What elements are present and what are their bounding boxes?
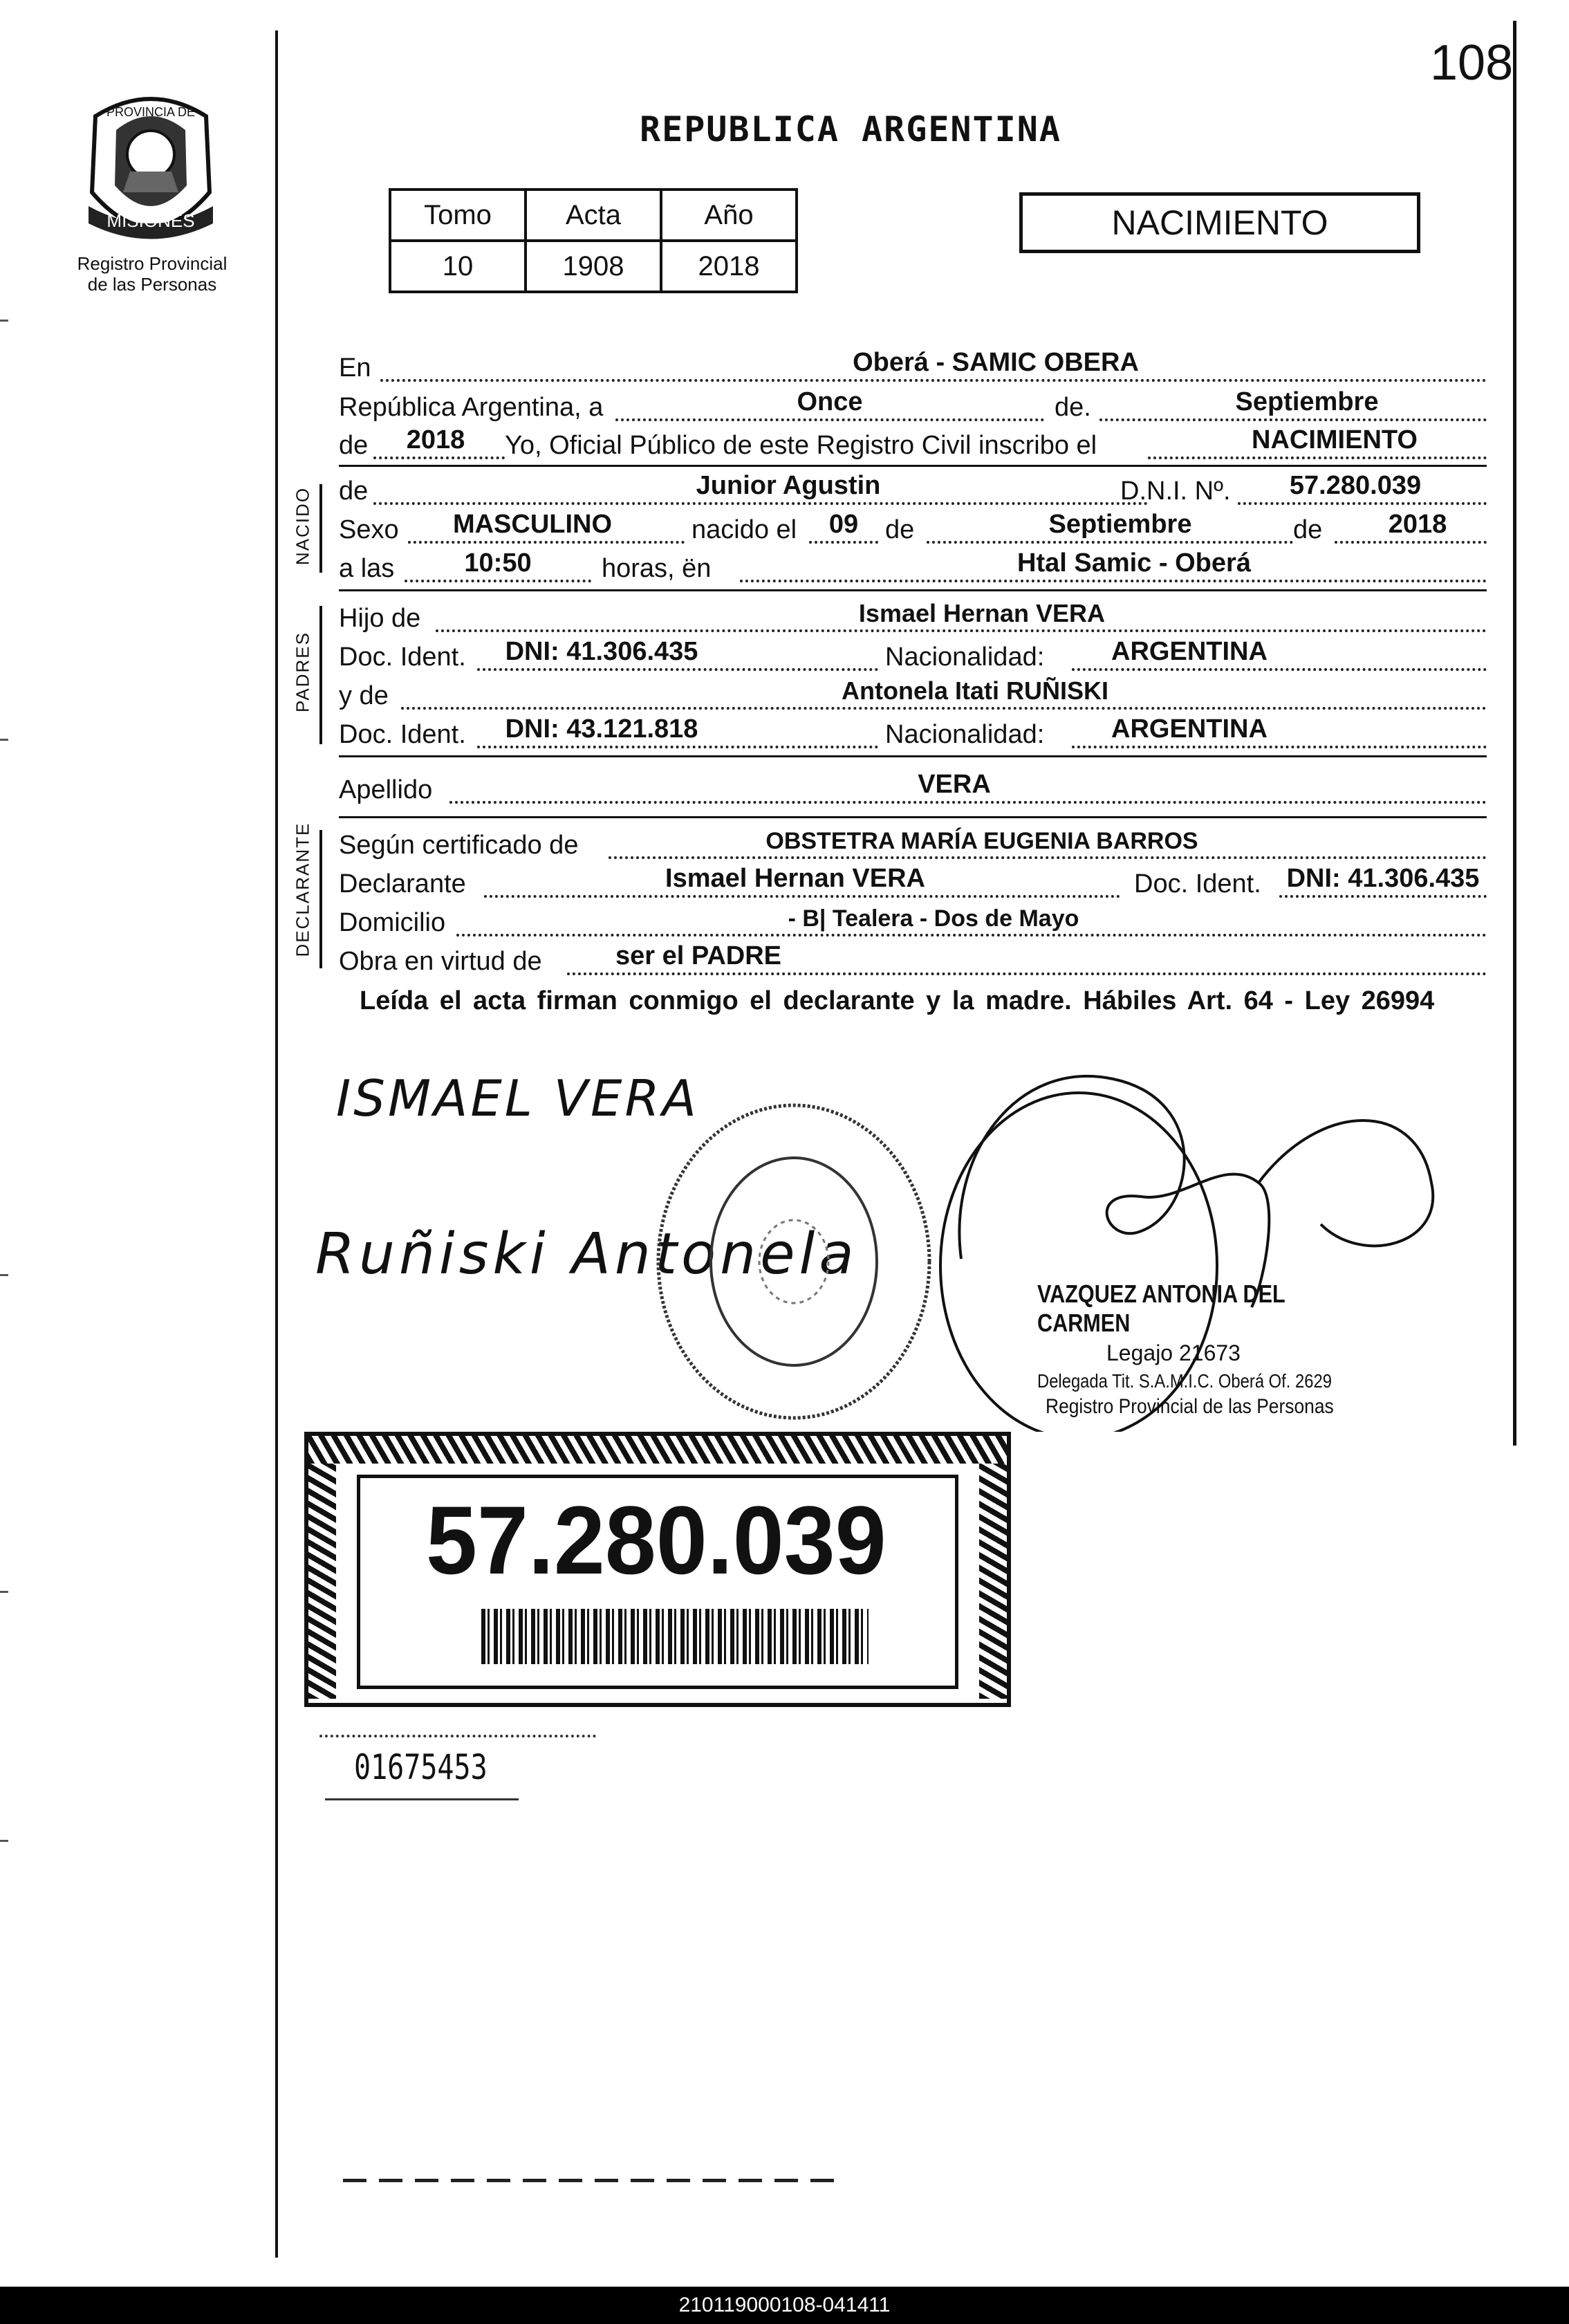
declarante-signature: ISMAEL VERA <box>336 1069 699 1127</box>
label-y-de: y de <box>339 681 389 710</box>
label-dni: D.N.I. Nº. <box>1120 477 1231 506</box>
right-border-line <box>1513 21 1516 1446</box>
label-de2: de <box>339 431 369 460</box>
label-nacionalidad: Nacionalidad: <box>885 643 1045 672</box>
side-label-padres: PADRES <box>292 631 313 712</box>
dotted-line <box>1099 418 1487 421</box>
label-yo-oficial: Yo, Oficial Público de este Registro Civil inscribo el <box>505 431 1097 460</box>
value-obra-en-virtud: ser el PADRE <box>615 941 782 970</box>
value-dia-nacimiento: 09 <box>828 510 859 539</box>
table-value-anio: 2018 <box>661 241 797 292</box>
value-dni-nacido: 57.280.039 <box>1289 471 1422 500</box>
row-hora <box>339 545 1487 587</box>
dotted-line <box>740 580 1487 582</box>
registry-name <box>41 253 263 295</box>
dotted-line <box>477 668 878 671</box>
dotted-line <box>1072 746 1487 748</box>
value-dia-letras: Once <box>797 387 863 416</box>
section-rule <box>339 465 1487 467</box>
label-nacionalidad-madre: Nacionalidad: <box>885 720 1045 749</box>
section-rule <box>339 589 1487 591</box>
page-number: 108 <box>1430 35 1514 91</box>
dotted-line <box>1072 668 1487 671</box>
document-type-box: NACIMIENTO <box>1019 192 1420 253</box>
value-anio-acta: 2018 <box>406 425 465 454</box>
registry-name-line1: Registro Provincial <box>77 253 228 274</box>
value-declarante: Ismael Hernan VERA <box>665 864 925 893</box>
row-hijo-de <box>339 595 1487 636</box>
tomo-acta-anio-table <box>389 188 798 293</box>
id-sticker <box>304 1432 1011 1707</box>
official-legajo: Legajo 21673 <box>1106 1340 1241 1365</box>
official-registro: Registro Provincial de las Personas <box>1046 1395 1334 1418</box>
value-padre-dni: DNI: 41.306.435 <box>505 637 698 666</box>
label-declarante: Declarante <box>339 869 466 898</box>
table-header-anio: Año <box>661 190 797 241</box>
table-header-acta: Acta <box>526 190 661 241</box>
row-y-de <box>339 672 1487 714</box>
registry-seal-stamp <box>649 1096 939 1428</box>
svg-text:MISIONES: MISIONES <box>106 210 195 231</box>
sticker-pattern-left <box>308 1464 336 1699</box>
dotted-line <box>380 379 1487 382</box>
registry-name-line2: de las Personas <box>87 274 217 295</box>
row-madre-doc <box>339 711 1487 753</box>
value-lugar: Oberá - SAMIC OBERA <box>853 348 1139 377</box>
label-de: de. <box>1055 393 1091 422</box>
dotted-line <box>927 541 1293 544</box>
label-declarante-doc: Doc. Ident. <box>1134 869 1261 898</box>
value-lugar-nacimiento: Htal Samic - Oberá <box>1017 548 1251 578</box>
row-domicilio <box>339 899 1487 941</box>
dotted-line <box>456 934 1487 937</box>
side-bar-declarante <box>319 830 322 968</box>
dotted-line <box>1238 502 1487 505</box>
value-apellido: VERA <box>918 770 991 799</box>
sticker-number: 57.280.039 <box>426 1486 886 1594</box>
value-padre: Ismael Hernan VERA <box>858 599 1106 627</box>
value-madre: Antonela Itati RUÑISKI <box>841 676 1108 705</box>
dotted-line <box>477 746 878 748</box>
side-bar-nacido <box>319 484 322 573</box>
label-a-las: a las <box>339 554 395 583</box>
dotted-line <box>1335 541 1487 544</box>
value-mes-nacimiento: Septiembre <box>1048 510 1192 539</box>
label-doc-ident: Doc. Ident. <box>339 643 466 672</box>
row-en <box>339 344 1487 386</box>
label-domicilio: Domicilio <box>339 908 446 937</box>
dotted-line <box>401 707 1487 710</box>
label-de-month: de <box>885 515 915 544</box>
scan-tick <box>0 1840 8 1842</box>
dotted-line <box>484 895 1120 898</box>
label-republica: República Argentina, a <box>339 393 604 422</box>
value-domicilio: - B| Tealera - Dos de Mayo <box>788 905 1079 932</box>
label-obra-en-virtud: Obra en virtud de <box>339 947 542 976</box>
table-value-acta: 1908 <box>526 241 661 292</box>
label-sexo: Sexo <box>339 515 399 544</box>
value-tipo: NACIMIENTO <box>1252 425 1418 454</box>
country-title: REPUBLICA ARGENTINA <box>640 109 1061 149</box>
value-certificado: OBSTETRA MARÍA EUGENIA BARROS <box>765 828 1198 854</box>
side-bar-padres <box>319 606 322 744</box>
row-declarante <box>339 860 1487 902</box>
row-obra-en-virtud <box>339 938 1487 979</box>
value-anio-nacimiento: 2018 <box>1388 510 1447 539</box>
label-de-year: de <box>1293 515 1323 544</box>
table-value-tomo: 10 <box>390 241 526 292</box>
value-madre-nacionalidad: ARGENTINA <box>1111 714 1268 744</box>
row-anio-tipo <box>339 422 1487 463</box>
closing-text: Leída el acta firman conmigo el declarante y la madre. Hábiles Art. 64 - Ley 26994 <box>360 986 1435 1015</box>
official-stamp <box>1037 1280 1424 1419</box>
dotted-line <box>436 629 1487 632</box>
value-sexo: MASCULINO <box>452 510 613 539</box>
row-sexo <box>339 506 1487 548</box>
label-apellido: Apellido <box>339 775 433 804</box>
value-declarante-doc: DNI: 41.306.435 <box>1286 864 1480 893</box>
row-nombre <box>339 468 1487 509</box>
label-doc-ident-madre: Doc. Ident. <box>339 720 466 749</box>
label-nacido-el: nacido el <box>691 515 797 544</box>
svg-text:PROVINCIA DE: PROVINCIA DE <box>106 105 196 119</box>
dotted-line <box>567 972 1487 975</box>
value-mes-acta: Septiembre <box>1235 387 1379 416</box>
scan-tick <box>0 1591 8 1593</box>
dotted-line <box>449 801 1487 804</box>
label-segun-certificado: Según certificado de <box>339 831 579 860</box>
row-apellido <box>339 766 1487 808</box>
dotted-line <box>809 541 878 544</box>
value-nombre: Junior Agustin <box>696 471 881 500</box>
provincial-crest-logo <box>75 89 227 249</box>
dotted-line <box>615 418 1044 421</box>
label-de-name: de <box>339 477 369 506</box>
dotted-line <box>405 580 591 582</box>
dotted-line <box>1148 456 1487 459</box>
label-hijo-de: Hijo de <box>339 604 421 633</box>
row-certificado <box>339 822 1487 863</box>
dotted-line <box>1279 895 1487 898</box>
label-horas-en: horas, ën <box>602 554 712 583</box>
official-cargo: Delegada Tit. S.A.M.I.C. Oberá Of. 2629 <box>1037 1370 1332 1392</box>
side-label-declarante: DECLARANTE <box>292 822 313 957</box>
official-name: VAZQUEZ ANTONIA DEL CARMEN <box>1037 1280 1285 1337</box>
dotted-line <box>373 502 1148 505</box>
value-madre-dni: DNI: 43.121.818 <box>505 714 698 744</box>
barcode <box>481 1609 869 1664</box>
serial-top-rule <box>319 1735 596 1737</box>
section-rule <box>339 755 1487 757</box>
madre-signature: Ruñiski Antonela <box>315 1221 858 1287</box>
row-republica <box>339 384 1487 425</box>
scan-tick <box>0 320 8 322</box>
scan-tick <box>0 1274 8 1276</box>
footer-code: 210119000108-041411 <box>0 2287 1569 2324</box>
side-label-nacido: NACIDO <box>292 486 313 566</box>
bottom-dashes <box>343 2179 834 2182</box>
sticker-pattern-right <box>979 1464 1007 1699</box>
dotted-line <box>373 456 505 459</box>
sticker-pattern-top <box>308 1436 1007 1464</box>
label-en: En <box>339 353 371 382</box>
dotted-line <box>408 541 685 544</box>
dotted-line <box>609 856 1487 859</box>
serial-bottom-rule <box>325 1798 519 1800</box>
serial-number: 01675453 <box>354 1747 488 1787</box>
left-margin-line <box>275 30 278 2258</box>
table-header-tomo: Tomo <box>390 190 526 241</box>
value-padre-nacionalidad: ARGENTINA <box>1111 637 1268 666</box>
section-rule <box>339 816 1487 818</box>
scan-tick <box>0 739 8 741</box>
row-padre-doc <box>339 634 1487 675</box>
value-hora: 10:50 <box>464 548 532 578</box>
